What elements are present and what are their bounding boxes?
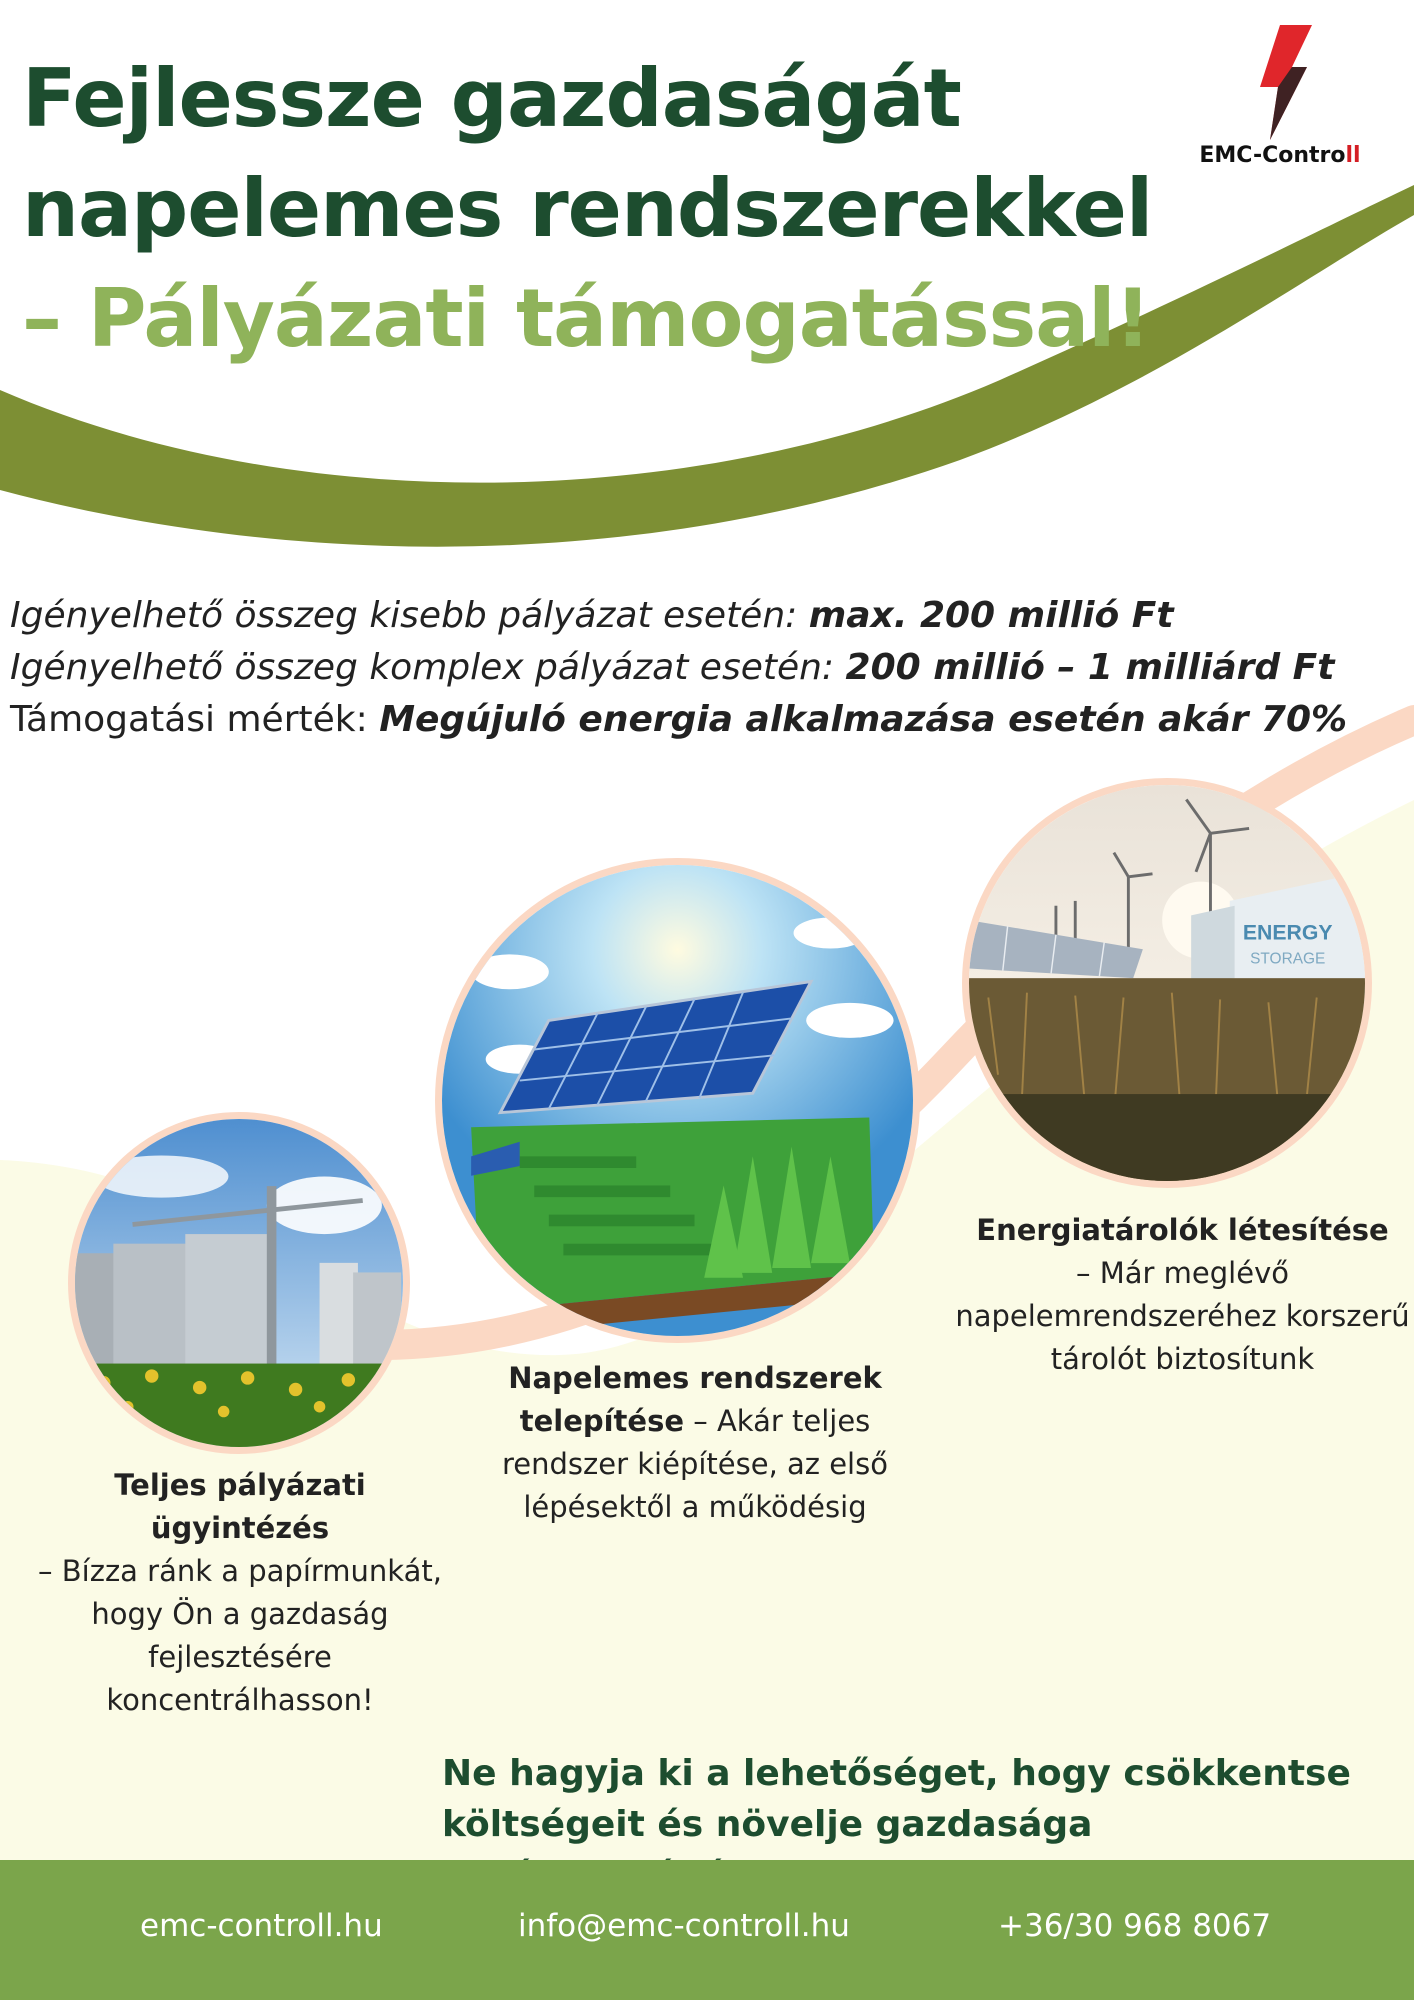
service-title: Napelemes rendszerek telepítése: [508, 1361, 882, 1438]
storage-label-2: STORAGE: [1250, 950, 1326, 968]
service-card-solar-installation: [495, 1357, 895, 1529]
storage-label-1: ENERGY: [1242, 920, 1333, 945]
company-logo: [1190, 25, 1370, 185]
cta-line-2: költségeit és növelje gazdasága: [442, 1804, 1093, 1845]
service-title: Energiatárolók létesítése: [976, 1213, 1389, 1247]
fact-value: Megújuló energia alkalmazása esetén akár 70%: [379, 699, 1348, 740]
service-text: – Akár teljes rendszer kiépítése, az első lépésektől a működésig: [502, 1404, 888, 1524]
fact-label: Támogatási mérték:: [10, 699, 380, 740]
solar-farm-image: [435, 858, 920, 1343]
service-title: Teljes pályázati ügyintézés: [114, 1468, 366, 1545]
logo-text-tail: ll: [1345, 143, 1361, 168]
cta-line-1: Ne hagyja ki a lehetőséget, hogy csökkentse: [442, 1753, 1351, 1794]
fact-complex-grant: [10, 642, 1410, 694]
fact-value: max. 200 millió Ft: [808, 595, 1174, 636]
fact-label: Igényelhető összeg komplex pályázat esetén:: [10, 647, 846, 688]
headline-line-1: Fejlessze gazdaságát: [22, 52, 961, 145]
website-link[interactable]: emc-controll.hu: [140, 1908, 383, 1944]
service-text: – Már meglévő napelemrendszeréhez korszerű tárolót biztosítunk: [955, 1256, 1410, 1376]
fact-label: Igényelhető összeg kisebb pályázat esetén:: [10, 595, 809, 636]
funding-facts: [10, 590, 1410, 746]
headline-line-2: napelemes rendszerekkel: [22, 162, 1153, 255]
silo-image: [68, 1112, 410, 1454]
fact-support-rate: [10, 694, 1410, 746]
headline-line-3: – Pályázati támogatással!: [22, 272, 1151, 365]
lightning-bolt-icon: [1252, 25, 1312, 140]
headline: [22, 44, 1172, 374]
fact-value: 200 millió – 1 milliárd Ft: [845, 647, 1335, 688]
logo-text-main: EMC-Contro: [1199, 143, 1346, 168]
phone-number[interactable]: +36/30 968 8067: [998, 1908, 1272, 1944]
footer: [0, 1860, 1414, 2000]
energy-storage-image: [962, 778, 1372, 1188]
service-text: – Bízza ránk a papírmunkát, hogy Ön a gazdaság fejlesztésére koncentrálhasson!: [38, 1554, 442, 1717]
logo-text: [1190, 143, 1370, 168]
email-link[interactable]: info@emc-controll.hu: [518, 1908, 850, 1944]
fact-small-grant: [10, 590, 1410, 642]
service-card-energy-storage: [955, 1209, 1410, 1381]
service-card-application: [30, 1464, 450, 1722]
